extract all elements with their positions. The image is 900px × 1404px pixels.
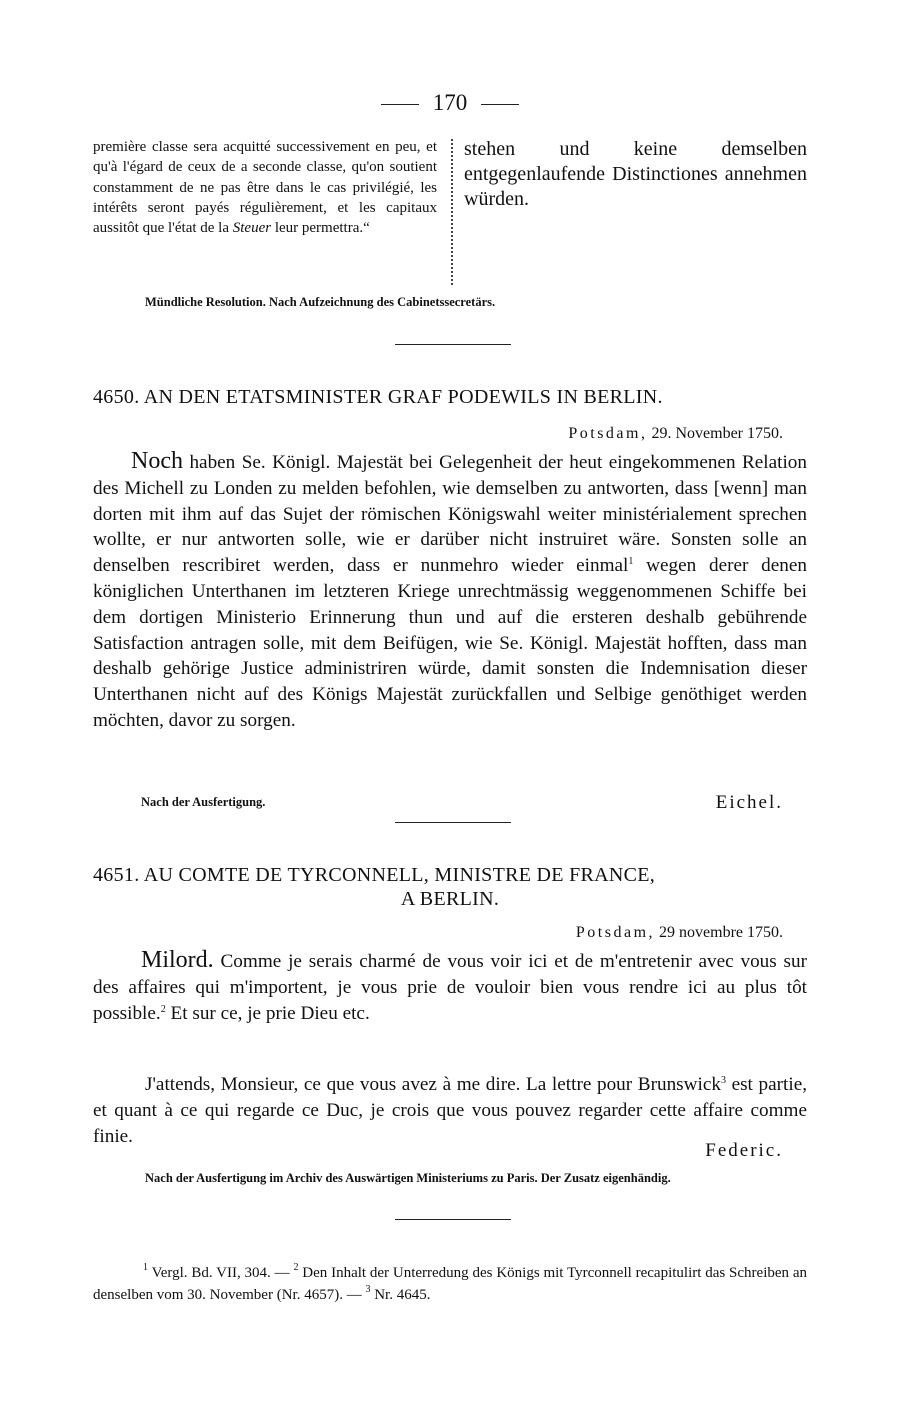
letter-4650-body bbox=[93, 449, 807, 734]
letter-4650-lead-word: Noch bbox=[131, 448, 183, 474]
letter-4651-place: Potsdam, bbox=[575, 924, 656, 941]
letter-4651-body bbox=[93, 948, 807, 1026]
letter-4650-heading: 4650. AN DEN ETATSMINISTER GRAF PODEWILS IN BERLIN. bbox=[93, 386, 663, 408]
footnote-ref-3[interactable]: 3 bbox=[720, 1075, 726, 1086]
footnote-ref-1[interactable]: 1 bbox=[628, 556, 634, 568]
left-column-end: leur permettra.“ bbox=[274, 220, 370, 237]
page-number: 170 bbox=[432, 90, 468, 115]
letter-4650-body-b: wegen derer denen königlichen Unterthanen im letzteren Kriege unrechtmässig weggenommenen Schiffe bei dem dortigen Ministerio Erinnerung thun und auf die ersteren deshalb gebührende Satisfaction antragen solle, mit dem Beifügen, wie Se. Königl. Majestät hofften, dass man deshalb gehörige Justice administriren würde, damit sonsten die Indemnisation dieser Unterthanen nicht auf des Königs Majestät zurückfallen und Selbige genöthiget werden möchten, davor zu sorgen. bbox=[93, 555, 807, 731]
letter-4651-dateline bbox=[576, 924, 783, 942]
letter-4650-date: 29. November 1750. bbox=[651, 425, 783, 442]
left-column-body: première classe sera acquitté successivement en peu, et qu'à l'égard de ceux de a seconde classe, qu'on soutient constamment de ne pas être dans le cas privilégié, les intérêts seront payés régulièrement, et les capitaux aussitôt que l'état de la bbox=[93, 139, 437, 237]
letter-4651-signature: Federic. bbox=[705, 1140, 783, 1161]
letter-4651-date: 29 novembre 1750. bbox=[659, 924, 783, 941]
footnote-3-mark: 3 bbox=[365, 1284, 371, 1295]
continuation-columns bbox=[93, 137, 807, 287]
page-number-dash-right bbox=[481, 104, 519, 105]
right-column-body: stehen und keine demselben entgegenlaufende Distinctiones annehmen würden. bbox=[464, 138, 807, 210]
footnote-1-mark: 1 bbox=[143, 1262, 148, 1273]
letter-4651-heading-line1: 4651. AU COMTE DE TYRCONNELL, MINISTRE DE FRANCE, bbox=[93, 864, 656, 886]
section-rule bbox=[395, 1219, 511, 1220]
letter-4650-source-note: Nach der Ausfertigung. bbox=[141, 795, 266, 809]
column-divider bbox=[451, 139, 453, 285]
letter-4651-heading bbox=[93, 864, 807, 911]
letter-4650-signature: Eichel. bbox=[715, 792, 783, 813]
letter-4651-lead-word: Milord. bbox=[141, 947, 214, 973]
footnote-2-text: Den Inhalt der Unterredung des Königs mit Tyrconnell recapitulirt das Schreiben an denselben vom 30. November (Nr. 4657). — bbox=[93, 1265, 808, 1303]
footnote-ref-2[interactable]: 2 bbox=[160, 1003, 166, 1015]
letter-4651-postscript-a: J'attends, Monsieur, ce que vous avez à me dire. La lettre pour Brunswick bbox=[145, 1074, 721, 1095]
page-number-line bbox=[93, 90, 807, 116]
footnote-3-text: Nr. 4645. bbox=[374, 1287, 431, 1303]
letter-4650-place: Potsdam, bbox=[568, 425, 648, 442]
right-column-text bbox=[464, 137, 807, 212]
left-column-italic: Steuer bbox=[232, 220, 272, 237]
letter-4650-body-a: haben Se. Königl. Majestät bei Gelegenheit der heut eingekommenen Relation des Michell zu Londen zu melden befohlen, wie demselben zu antworten, dass [wenn] man dorten mit ihm auf das Sujet der römischen Königswahl weiter ministérialement sprechen wollte, er nur antworten solle, wie er darüber nicht instruiret wäre. Sonsten solle an denselben rescribiret werden, dass er nunmehro wieder einmal bbox=[93, 452, 807, 577]
footnotes bbox=[93, 1262, 807, 1306]
section-rule bbox=[395, 344, 511, 345]
left-column-text bbox=[93, 137, 437, 238]
page-number-dash-left bbox=[381, 104, 419, 105]
continuation-source-note: Mündliche Resolution. Nach Aufzeichnung des Cabinetssecretärs. bbox=[145, 295, 496, 309]
section-rule bbox=[395, 822, 511, 823]
letter-4651-postscript bbox=[93, 1072, 807, 1149]
letter-4651-heading-line2: A BERLIN. bbox=[400, 888, 500, 910]
letter-4651-body-a: Comme je serais charmé de vous voir ici et de m'entretenir avec vous sur des affaires qui m'importent, je vous prie de vouloir bien vous rendre ici au plus tôt possible. bbox=[93, 951, 808, 1024]
letter-4651-postscript-b: est partie, et quant à ce qui regarde ce Duc, je crois que vous pouvez regarder cette affaire comme finie. bbox=[93, 1074, 808, 1147]
letter-4651-body-b: Et sur ce, je prie Dieu etc. bbox=[170, 1002, 370, 1024]
letter-4651-source-note: Nach der Ausfertigung im Archiv des Auswärtigen Ministeriums zu Paris. Der Zusatz eigenhändig. bbox=[145, 1171, 671, 1185]
footnote-1-text: Vergl. Bd. VII, 304. — bbox=[151, 1265, 290, 1281]
footnote-2-mark: 2 bbox=[293, 1262, 299, 1273]
letter-4650-dateline bbox=[568, 425, 783, 443]
